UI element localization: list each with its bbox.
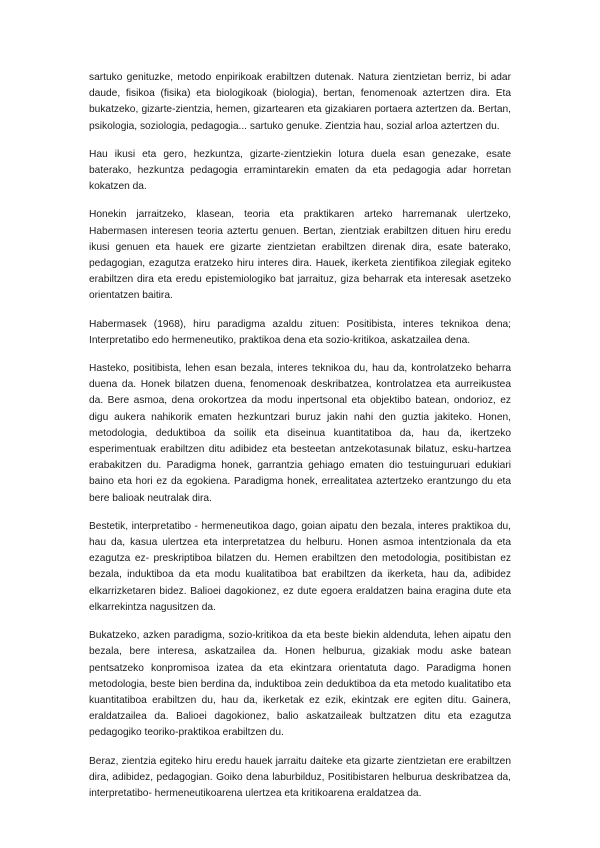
paragraph-positivist: Hasteko, positibista, lehen esan bezala, interes teknikoa du, hau da, kontrolatzeko beharra duena da. Honek bilatzen duena, fenomenoak deskribatzea, kontrolatzea eta aurreikustea da. Bere asmoa, dena orokortzea da modu inpertsonal eta objektibo batean, ondorioz, ez digu aukera nahikorik ematen hezkuntzari buruz jakin nahi den guztia jakiteko. Honen, metodologia, deduktiboa da soilik eta diseinua kuantitatiboa da, hau da, ikertzeko esperimentuak erabiltzen ditu adibidez eta besteetan antzekotasunak bilatuz, esku-hartzea erabakitzen du. Paradigma honek, garrantzia gehiago ematen dio testuinguruari edukiari baino eta hori ez da egokiena. Paradigma honek, errealitatea aztertzeko erantzungo du eta bere balioak neutralak dira. [89, 363, 511, 504]
paragraph-interpretative: Bestetik, interpretatibo - hermeneutikoa dago, goian aipatu den bezala, interes praktikoa du, hau da, kasua ulertzea eta interpretatzea du helburu. Honen asmoa intentzionala da eta ezagutza ez- preskriptiboa bilatzen du. Hemen erabiltzen den metodologia, positibistan ez bezala, induktiboa da eta modu kualitatiboa bat erabiltzen da ikerketa, hau da, adibidez elkarrizketaren bidez. Balioei dagokionez, ez dute egoera eraldatzen baina eragina dute eta elkarrekintza nagusitzen da. [89, 520, 511, 613]
paragraph-conclusion: Beraz, zientzia egiteko hiru eredu hauek jarraitu daiteke eta gizarte zientzietan ere erabiltzen dira, adibidez, pedagogian. Goiko dena laburbilduz, Positibistaren helburua deskribatzea da, interpretatibo- hermeneutikoarena ulertzea eta kritikoarena eraldatzea da. [89, 755, 511, 799]
paragraph-education-link: Hau ikusi eta gero, hezkuntza, gizarte-zientziekin lotura duela esan genezake, esate baterako, hezkuntza pedagogia erramintarekin ematen da eta pedagogia adar horretan kokatzen da. [89, 148, 511, 193]
document-page [89, 70, 511, 814]
paragraph-intro-sciences: sartuko genituzke, metodo enpirikoak erabiltzen dutenak. Natura zientzietan berriz, bi adar daude, fisikoa (fisika) eta biologikoak (biologia), bertan, fenomenoak aztertzen dira. Eta bukatzeko, gizarte-zientzia, hemen, gizartearen eta gizakiaren portaera aztertzen da. Bertan, psikologia, soziologia, pedagogia... sartuko genuke. Zientzia hau, sozial arloa aztertzen du. [89, 72, 511, 132]
paragraph-three-paradigms: Habermasek (1968), hiru paradigma azaldu zituen: Positibista, interes teknikoa dena; Interpretatibo edo hermeneutiko, praktikoa dena eta sozio-kritikoa, askatzailea dena. [89, 318, 511, 346]
paragraph-habermas-theory: Honekin jarraitzeko, klasean, teoria eta praktikaren arteko harremanak ulertzeko, Habermasen interesen teoria aztertu genuen. Bertan, zientziak erabiltzen dituen hiru eredu ikusi genuen eta hauek ere gizarte zientzietan erabiltzen direnak dira, esate baterako, pedagogian, ezagutza eratzeko hiru interes dira. Hauek, ikerketa zientifikoa zilegiak egiteko erabiltzen dira eta eredu epistemiologiko bat jarraituz, giza beharrak eta interesak asetzeko orientatzen baitira. [89, 209, 511, 302]
paragraph-socio-critical: Bukatzeko, azken paradigma, sozio-kritikoa da eta beste biekin aldenduta, lehen aipatu den bezala, bere interesa, askatzailea da. Honen helburua, gizakiak modu aske batean pentsatzeko konpromisoa izatea da eta ekintzara orientatuta dago. Paradigma honen metodologia, beste bien berdina da, induktiboa zein deduktiboa da eta metodo kualitatibo eta kuantitatiboa erabiltzen du, hau da, ikerketak ez ezik, ekintzak ere egiten ditu. Gainera, eraldatzailea da. Balioei dagokionez, balio askatzaileak bultzatzen ditu eta ezagutza pedagogiko teoriko-praktikoa erabiltzen du. [89, 630, 511, 739]
